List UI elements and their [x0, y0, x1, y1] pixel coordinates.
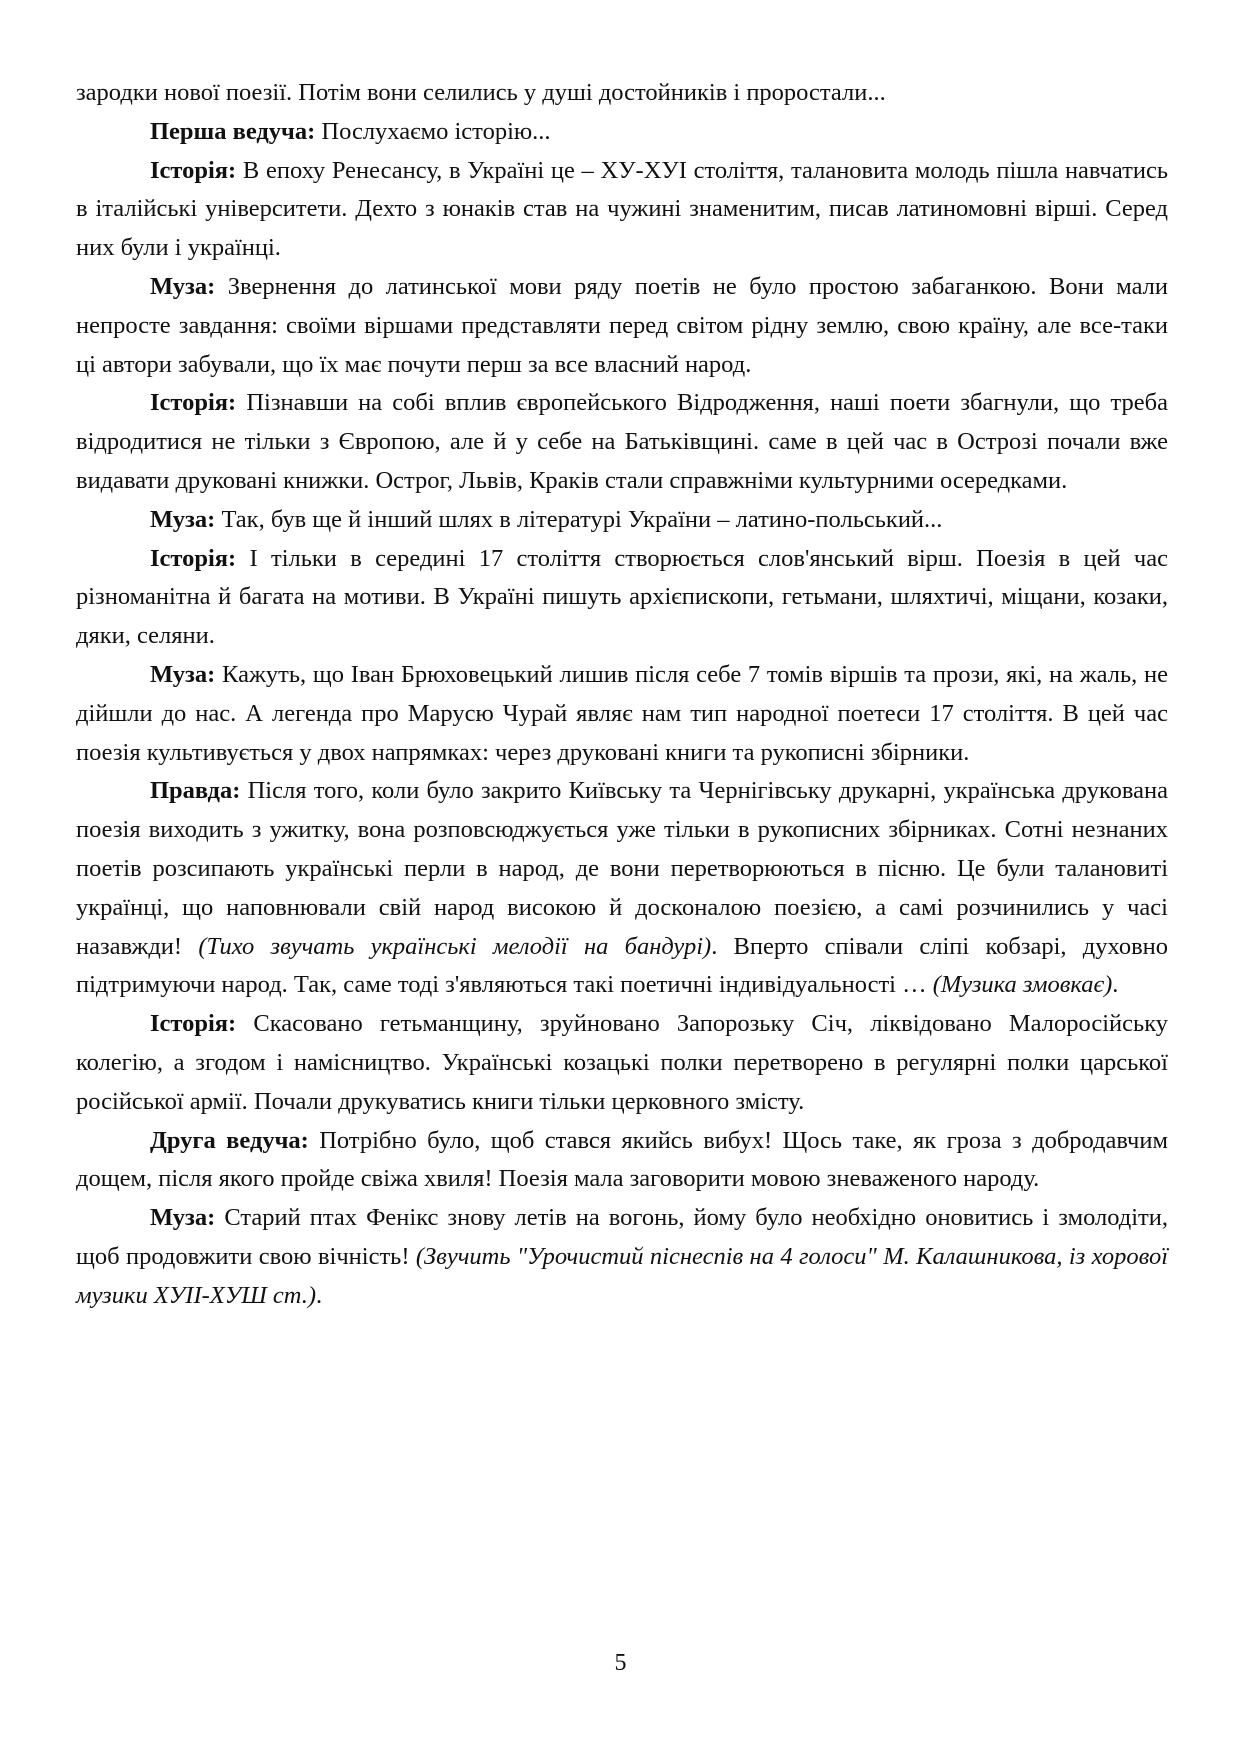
body-text — [76, 74, 1168, 1316]
paragraph-text: Кажуть, що Іван Брюховецький лишив після себе 7 томів віршів та прози, які, на жаль, не дійшли до нас. А легенда про Марусю Чурай являє нам тип народної поетеси 17 століття. В цей час поезія культивується у двох напрямках: через друковані книги та рукописні збірники. — [76, 660, 1168, 766]
speaker-label: Історія: — [150, 156, 237, 184]
paragraph-text: Скасовано гетьманщину, зруйновано Запорозьку Січ, ліквідовано Малоросійську колегію, а згодом і намісництво. Українські козацькі полки перетворено в регулярні полки царської російської армії. Почали друкуватись книги тільки церковного змісту. — [76, 1010, 1168, 1115]
paragraph — [76, 113, 1168, 152]
paragraph-text: І тільки в середині 17 століття створюється слов'янський вірш. Поезія в цей час різноманітна й багата на мотиви. В Україні пишуть архієпископи, гетьмани, шляхтичі, міщани, козаки, дяки, селяни. — [76, 544, 1168, 650]
paragraph — [76, 1122, 1168, 1200]
stage-direction: (Тихо звучать українські мелодії на бандурі) — [198, 932, 712, 960]
paragraph-text: Послухаємо історію... — [315, 117, 551, 145]
paragraph-text: Старий птах Фенікс знову летів на вогонь, йому було необхідно оновитись і змолодіти, щоб продовжити свою вічність! — [76, 1204, 1168, 1270]
stage-direction: (Звучить "Урочистий піснеспів на 4 голоси" М. Калашникова, із хорової музики ХУІІ-ХУШ ст.) — [76, 1242, 1168, 1309]
paragraph — [76, 268, 1168, 384]
paragraph-text: Так, був ще й інший шлях в літературі України – латино-польський... — [215, 505, 943, 533]
speaker-label: Перша ведуча: — [150, 117, 316, 145]
stage-direction: (Музика змовкає) — [932, 971, 1113, 999]
speaker-label: Муза: — [150, 1204, 216, 1232]
speaker-label: Історія: — [150, 544, 237, 572]
paragraph — [76, 501, 1168, 540]
speaker-label: Історія: — [150, 389, 237, 417]
speaker-label: Муза: — [150, 272, 216, 300]
paragraph — [76, 656, 1168, 772]
paragraph-text: Потрібно було, щоб стався якийсь вибух! Щось таке, як гроза з добродавчим дощем, після якого пройде свіжа хвиля! Поезія мала заговорити мовою зневаженого народу. — [76, 1126, 1168, 1193]
paragraph — [76, 152, 1168, 268]
speaker-label: Друга ведуча: — [150, 1126, 309, 1154]
page-number: 5 — [614, 1650, 627, 1676]
speaker-label: Муза: — [150, 505, 216, 533]
paragraph-text: Після того, коли було закрито Київську та Чернігівську друкарні, українська друкована поезія виходить з ужитку, вона розповсюджується уже тільки в рукописних збірниках. Сотні незнаних поетів розсипають українські перли в народ, де вони перетворюються в пісню. Це були талановиті українці, що наповнювали свій народ високою й досконалою поезією, а самі розчинились у часі назавжди! — [76, 777, 1168, 960]
paragraph-text: Пізнавши на собі вплив європейського Відродження, наші поети збагнули, що треба відродитися не тільки з Європою, але й у себе на Батьківщині. саме в цей час в Острозі почали вже видавати друковані книжки. Острог, Львів, Краків стали справжніми культурними осередками. — [76, 389, 1168, 494]
paragraph-text: зародки нової поезії. Потім вони селились у душі достойників і проростали... — [76, 79, 886, 106]
speaker-label: Правда: — [150, 777, 241, 805]
paragraph-text: . Вперто співали сліпі кобзарі, духовно підтримуючи народ. Так, саме тоді з'являються такі поетичні індивідуальності … — [76, 932, 1168, 999]
paragraph — [76, 772, 1168, 1005]
paragraph — [76, 384, 1168, 500]
speaker-label: Муза: — [150, 660, 216, 688]
paragraph-text: . — [316, 1281, 323, 1309]
paragraph — [76, 540, 1168, 656]
paragraph-text: . — [1112, 971, 1119, 999]
speaker-label: Історія: — [150, 1010, 237, 1038]
paragraph — [76, 1005, 1168, 1121]
paragraph — [76, 74, 1168, 113]
paragraph — [76, 1199, 1168, 1315]
paragraph-text: Звернення до латинської мови ряду поетів не було простою забаганкою. Вони мали непросте завдання: своїми віршами представляти перед світом рідну землю, свою країну, але все-таки ці автори забували, що їх має почути перш за все власний народ. — [76, 272, 1168, 378]
paragraph-text: В епоху Ренесансу, в Україні це – ХУ-ХУІ століття, талановита молодь пішла навчатись в італійські університети. Дехто з юнаків став на чужині знаменитим, писав латиномовні вірші. Серед них були і українці. — [76, 156, 1168, 262]
